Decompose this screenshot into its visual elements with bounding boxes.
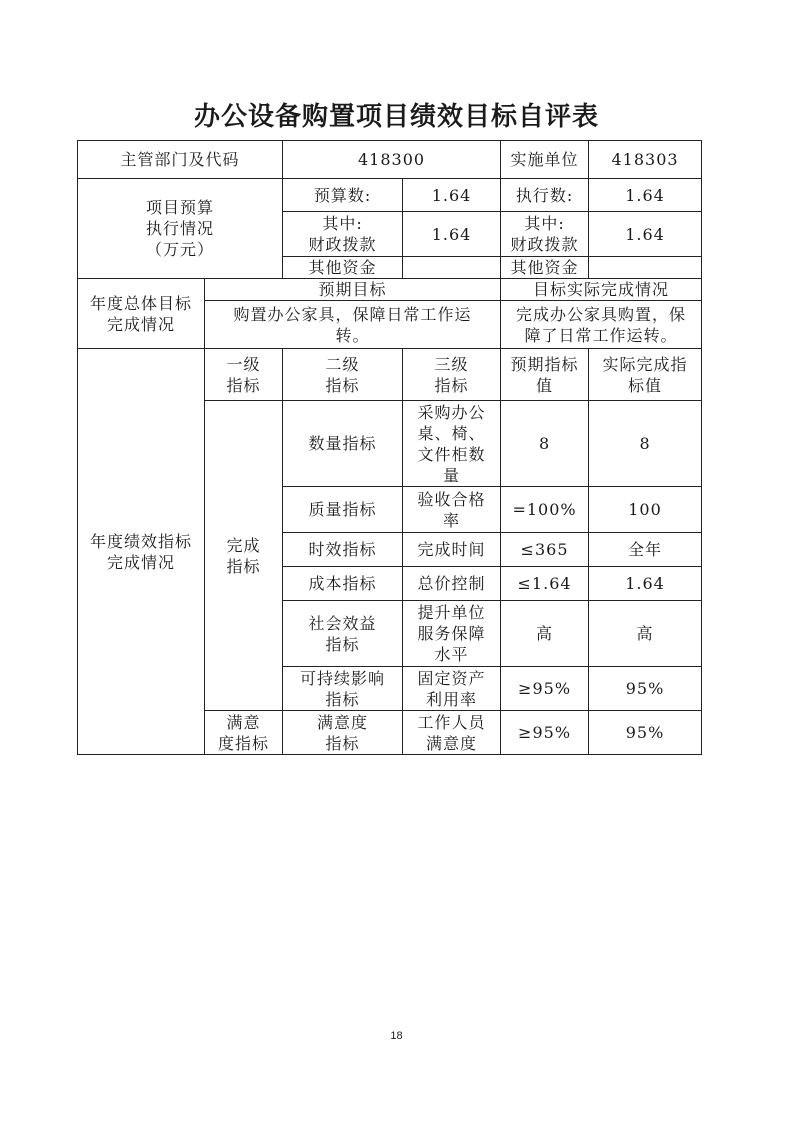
annual-goal-label: 年度总体目标 完成情况: [78, 279, 205, 349]
exec-amount-label: 执行数:: [501, 179, 589, 212]
dept-row: [78, 141, 702, 179]
level1-header: 一级 指标: [205, 349, 283, 401]
actual-value-cell: 高: [589, 601, 702, 667]
level2-cell: 数量指标: [283, 401, 403, 487]
level3-cell: 固定资产 利用率: [403, 667, 501, 711]
level3-cell: 完成时间: [403, 533, 501, 567]
level3-cell: 提升单位 服务保障 水平: [403, 601, 501, 667]
actual-value-cell: 100: [589, 487, 702, 533]
self-evaluation-table: [77, 140, 702, 755]
expected-value-cell: ≥95%: [501, 667, 589, 711]
expected-value-cell: ≥95%: [501, 711, 589, 755]
budget-amount-value: 1.64: [403, 179, 501, 212]
other-funds-label-2: 其他资金: [501, 257, 589, 279]
level2-cell: 成本指标: [283, 567, 403, 601]
level2-cell: 社会效益 指标: [283, 601, 403, 667]
impl-unit-code: 418303: [589, 141, 702, 179]
fiscal-value-2: 1.64: [589, 212, 702, 257]
level2-header: 二级 指标: [283, 349, 403, 401]
actual-value-cell: 95%: [589, 667, 702, 711]
budget-label: 项目预算 执行情况 （万元）: [78, 179, 283, 279]
other-funds-label: 其他资金: [283, 257, 403, 279]
page-title: 办公设备购置项目绩效目标自评表: [193, 102, 599, 132]
expected-value-cell: ≤1.64: [501, 567, 589, 601]
page-number: 18: [390, 1030, 403, 1042]
level2-cell: 可持续影响 指标: [283, 667, 403, 711]
expected-goal-text: 购置办公家具，保障日常工作运 转。: [205, 301, 501, 349]
actual-value-cell: 1.64: [589, 567, 702, 601]
level1-satisfaction: 满意 度指标: [205, 711, 283, 755]
other-funds-value: [403, 257, 501, 279]
budget-amount-label: 预算数:: [283, 179, 403, 212]
indicator-label: 年度绩效指标 完成情况: [78, 349, 205, 755]
other-funds-value-2: [589, 257, 702, 279]
actual-value-cell: 8: [589, 401, 702, 487]
exec-amount-value: 1.64: [589, 179, 702, 212]
expected-value-cell: =100%: [501, 487, 589, 533]
actual-goal-header: 目标实际完成情况: [501, 279, 702, 301]
annual-goal-header-row: [78, 279, 702, 301]
actual-value-header: 实际完成指 标值: [589, 349, 702, 401]
level3-cell: 采购办公 桌、椅、 文件柜数 量: [403, 401, 501, 487]
dept-code: 418300: [283, 141, 501, 179]
expected-value-cell: ≤365: [501, 533, 589, 567]
level1-completion: 完成 指标: [205, 401, 283, 711]
fiscal-label: 其中: 财政拨款: [283, 212, 403, 257]
fiscal-label-2: 其中: 财政拨款: [501, 212, 589, 257]
expected-value-cell: 高: [501, 601, 589, 667]
level3-header: 三级 指标: [403, 349, 501, 401]
level2-cell: 质量指标: [283, 487, 403, 533]
budget-row: [78, 179, 702, 212]
indicator-header-row: [78, 349, 702, 401]
actual-value-cell: 95%: [589, 711, 702, 755]
level2-cell: 满意度 指标: [283, 711, 403, 755]
expected-goal-header: 预期目标: [205, 279, 501, 301]
level3-cell: 验收合格 率: [403, 487, 501, 533]
level3-cell: 总价控制: [403, 567, 501, 601]
expected-value-cell: 8: [501, 401, 589, 487]
dept-label: 主管部门及代码: [78, 141, 283, 179]
level2-cell: 时效指标: [283, 533, 403, 567]
actual-value-cell: 全年: [589, 533, 702, 567]
fiscal-value: 1.64: [403, 212, 501, 257]
actual-goal-text: 完成办公家具购置，保 障了日常工作运转。: [501, 301, 702, 349]
level3-cell: 工作人员 满意度: [403, 711, 501, 755]
impl-unit-label: 实施单位: [501, 141, 589, 179]
expected-value-header: 预期指标 值: [501, 349, 589, 401]
